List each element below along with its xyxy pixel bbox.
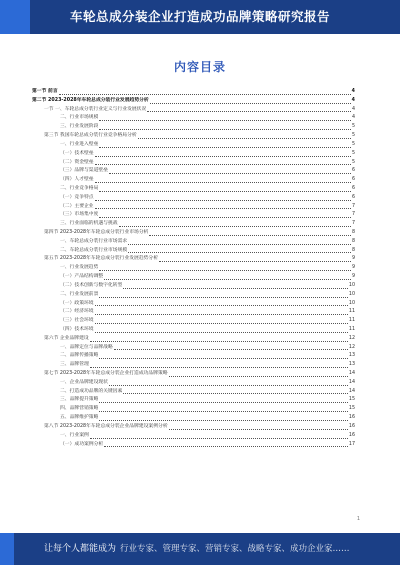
toc-leader-dots bbox=[99, 129, 351, 130]
toc-entry-label: （一）政策环境 bbox=[60, 300, 94, 306]
toc-entry-page: 4 bbox=[351, 89, 355, 94]
toc-leader-dots bbox=[99, 420, 348, 421]
toc-leader-dots bbox=[95, 182, 351, 183]
toc-entry-page: 8 bbox=[351, 230, 355, 235]
toc-entry-page: 6 bbox=[351, 177, 355, 183]
toc-entry-label: 一、行业案例 bbox=[60, 432, 89, 438]
toc-leader-dots bbox=[99, 191, 351, 192]
toc-entry[interactable] bbox=[32, 432, 355, 441]
toc-entry-label: （二）技术创新与数字化转型 bbox=[60, 282, 123, 288]
toc-entry[interactable] bbox=[32, 220, 355, 229]
toc-entry-page: 6 bbox=[351, 168, 355, 174]
toc-entry-page: 17 bbox=[348, 441, 355, 447]
footer-accent bbox=[0, 533, 14, 565]
toc-entry-label: 第三节 我国车轮总成分装行业竞争格局分析 bbox=[44, 133, 137, 139]
toc-entry[interactable] bbox=[32, 361, 355, 370]
toc-leader-dots bbox=[109, 385, 348, 386]
toc-entry[interactable] bbox=[32, 291, 355, 300]
toc-entry[interactable] bbox=[32, 370, 355, 379]
toc-entry-page: 4 bbox=[351, 106, 355, 112]
toc-entry[interactable] bbox=[32, 194, 355, 203]
toc-entry-label: （一）竞争特点 bbox=[60, 194, 94, 200]
toc-entry[interactable] bbox=[32, 379, 355, 388]
toc-entry[interactable] bbox=[32, 405, 355, 414]
toc-leader-dots bbox=[169, 376, 348, 377]
toc-leader-dots bbox=[95, 156, 351, 157]
toc-entry-label: （三）品牌与渠道壁垒 bbox=[60, 168, 108, 174]
toc-entry-label: 第一节 前言 bbox=[32, 89, 58, 94]
toc-leader-dots bbox=[147, 111, 351, 112]
toc-entry-page: 9 bbox=[351, 274, 355, 280]
toc-entry-page: 13 bbox=[348, 353, 355, 359]
toc-entry-label: 一、行业发展趋势 bbox=[60, 265, 99, 271]
toc-entry[interactable] bbox=[32, 352, 355, 361]
toc-entry-page: 15 bbox=[348, 397, 355, 403]
footer-slogan: 让每个人都能成为 bbox=[44, 544, 117, 554]
toc-entry-page: 12 bbox=[348, 335, 355, 341]
toc-entry-page: 16 bbox=[348, 415, 355, 421]
toc-entry-page: 6 bbox=[351, 194, 355, 200]
toc-entry-label: 第五节 2023-2028年车轮总成分装行业发展趋势分析 bbox=[44, 256, 159, 262]
toc-entry-label: 三、品牌管理 bbox=[60, 362, 89, 368]
toc-entry[interactable] bbox=[32, 203, 355, 212]
toc-entry-label: 第八节 2023-2028年车轮总成分装企业品牌建设案例分析 bbox=[44, 423, 168, 429]
toc-entry-page: 15 bbox=[348, 406, 355, 412]
toc-entry[interactable] bbox=[32, 255, 355, 264]
toc-entry[interactable] bbox=[32, 264, 355, 273]
toc-leader-dots bbox=[95, 323, 348, 324]
toc-entry[interactable] bbox=[32, 141, 355, 150]
toc-entry-label: （四）人才壁垒 bbox=[60, 177, 94, 183]
toc-leader-dots bbox=[104, 279, 351, 280]
toc-entry-page: 16 bbox=[348, 432, 355, 438]
toc-leader-dots bbox=[138, 138, 351, 139]
toc-entry[interactable] bbox=[32, 441, 355, 450]
toc-entry-label: 二、行业发展前景 bbox=[60, 291, 99, 297]
toc-entry-page: 11 bbox=[348, 318, 355, 324]
toc-entry-page: 7 bbox=[351, 203, 355, 209]
toc-entry-page: 4 bbox=[351, 115, 355, 121]
toc-leader-dots bbox=[99, 147, 351, 148]
toc-entry-label: （二）资金壁垒 bbox=[60, 159, 94, 165]
toc-entry-label: 三、行业发展阶段 bbox=[60, 124, 99, 130]
toc-entry-label: 第六节 企业品牌建设 bbox=[44, 335, 89, 341]
toc-entry[interactable] bbox=[32, 300, 355, 309]
toc-leader-dots bbox=[59, 94, 351, 95]
toc-leader-dots bbox=[90, 438, 348, 439]
toc-leader-dots bbox=[104, 446, 348, 447]
toc-leader-dots bbox=[109, 173, 351, 174]
toc-entry[interactable] bbox=[32, 132, 355, 141]
toc-leader-dots bbox=[119, 226, 351, 227]
toc-entry[interactable] bbox=[32, 247, 355, 256]
toc-entry[interactable] bbox=[32, 282, 355, 291]
toc-entry-page: 14 bbox=[348, 379, 355, 385]
toc-entry-page: 6 bbox=[351, 185, 355, 191]
toc-entry-label: （三）社会环境 bbox=[60, 318, 94, 324]
toc-leader-dots bbox=[99, 217, 351, 218]
toc-entry-label: 一节 一、车轮总成分装行业定义与行业发展状况 bbox=[44, 106, 147, 112]
toc-entry-page: 12 bbox=[348, 344, 355, 350]
toc-leader-dots bbox=[95, 164, 351, 165]
toc-leader-dots bbox=[95, 332, 348, 333]
toc-entry-page: 10 bbox=[348, 300, 355, 306]
toc-leader-dots bbox=[128, 252, 351, 253]
toc-entry[interactable] bbox=[32, 238, 355, 247]
toc-leader-dots bbox=[169, 429, 348, 430]
toc-entry-page: 11 bbox=[348, 326, 355, 332]
toc-entry-page: 4 bbox=[351, 97, 355, 103]
toc-entry[interactable] bbox=[32, 273, 355, 282]
toc-leader-dots bbox=[123, 288, 348, 289]
toc-entry-label: 二、行业竞争格局 bbox=[60, 185, 99, 191]
toc-entry[interactable] bbox=[32, 317, 355, 326]
toc-entry[interactable] bbox=[32, 106, 355, 115]
toc-entry-label: 二、行业市场规模 bbox=[60, 115, 99, 121]
toc-leader-dots bbox=[149, 235, 351, 236]
toc-entry-page: 10 bbox=[348, 282, 355, 288]
toc-leader-dots bbox=[114, 349, 348, 350]
toc-entry-label: 第四节 2023-2028年车轮总成分装行业市场分析 bbox=[44, 230, 149, 235]
toc-entry[interactable] bbox=[32, 335, 355, 344]
toc-entry-page: 9 bbox=[351, 256, 355, 262]
toc-leader-dots bbox=[99, 402, 348, 403]
toc-leader-dots bbox=[95, 208, 351, 209]
toc-entry[interactable] bbox=[32, 123, 355, 132]
toc-entry-page: 5 bbox=[351, 124, 355, 130]
toc-leader-dots bbox=[128, 244, 351, 245]
footer-tagline: 行业专家、管理专家、营销专家、战略专家、成功企业家…… bbox=[120, 544, 350, 554]
toc-entry-page: 10 bbox=[348, 291, 355, 297]
toc-entry-label: （二）经济环境 bbox=[60, 309, 94, 315]
toc-entry-page: 5 bbox=[351, 159, 355, 165]
page-number: 1 bbox=[356, 516, 360, 522]
toc-leader-dots bbox=[99, 358, 348, 359]
toc-leader-dots bbox=[99, 411, 348, 412]
toc-entry-label: 五、品牌维护策略 bbox=[60, 415, 99, 421]
toc-entry-label: 一、车轮总成分装行业市场需求 bbox=[60, 238, 128, 244]
toc-entry-label: 一、行业进入壁垒 bbox=[60, 141, 99, 147]
toc-entry-label: （一）成功案例分析 bbox=[60, 441, 104, 447]
toc-leader-dots bbox=[159, 261, 351, 262]
toc-entry-page: 5 bbox=[351, 133, 355, 139]
toc-entry-label: 三、品牌提升策略 bbox=[60, 397, 99, 403]
toc-entry[interactable] bbox=[32, 414, 355, 423]
toc-entry[interactable] bbox=[32, 229, 355, 238]
toc-entry-label: 三、行业面临的机遇与挑战 bbox=[60, 221, 118, 227]
toc-entry-page: 5 bbox=[351, 141, 355, 147]
toc-entry-page: 14 bbox=[348, 388, 355, 394]
toc-entry-label: 二、打造成功品牌的关键因素 bbox=[60, 388, 123, 394]
toc-entry-label: 第七节 2023-2028年车轮总成分装企业打造成功品牌策略 bbox=[44, 371, 168, 376]
report-title: 车轮总成分装企业打造成功品牌策略研究报告 bbox=[69, 9, 330, 24]
toc-leader-dots bbox=[99, 297, 348, 298]
toc-leader-dots bbox=[99, 270, 351, 271]
toc-entry-label: （一）技术壁垒 bbox=[60, 150, 94, 156]
toc-entry[interactable] bbox=[32, 308, 355, 317]
toc-leader-dots bbox=[95, 305, 348, 306]
toc-leader-dots bbox=[90, 367, 348, 368]
toc-entry-page: 8 bbox=[351, 238, 355, 244]
toc-entry-page: 9 bbox=[351, 265, 355, 271]
toc-entry[interactable] bbox=[32, 88, 355, 97]
toc-entry-label: 四、品牌营销策略 bbox=[60, 406, 99, 412]
toc-entry-page: 7 bbox=[351, 212, 355, 218]
toc-entry[interactable] bbox=[32, 97, 355, 106]
toc-entry[interactable] bbox=[32, 176, 355, 185]
toc-entry-label: （四）技术环境 bbox=[60, 326, 94, 332]
toc-entry[interactable] bbox=[32, 396, 355, 405]
toc-entry[interactable] bbox=[32, 423, 355, 432]
toc-entry[interactable] bbox=[32, 211, 355, 220]
toc-entry-page: 7 bbox=[351, 221, 355, 227]
toc-entry[interactable] bbox=[32, 159, 355, 168]
toc-entry-label: （一）产品结构调整 bbox=[60, 274, 104, 280]
toc-entry-label: （三）市场集中度 bbox=[60, 212, 99, 218]
toc-entry[interactable] bbox=[32, 167, 355, 176]
toc-leader-dots bbox=[90, 341, 348, 342]
toc-entry-label: （二）主要企业 bbox=[60, 203, 94, 209]
toc-entry-label: 一、品牌定位与品牌战略 bbox=[60, 344, 113, 350]
toc-entry-label: 第二节 2023-2028年车轮总成分装行业发展趋势分析 bbox=[32, 97, 149, 103]
toc-entry-page: 5 bbox=[351, 150, 355, 156]
toc-entry-label: 二、车轮总成分装行业市场规模 bbox=[60, 247, 128, 253]
toc-entry-page: 11 bbox=[348, 309, 355, 315]
toc-leader-dots bbox=[95, 200, 351, 201]
toc-leader-dots bbox=[123, 393, 348, 394]
toc-entry[interactable] bbox=[32, 326, 355, 335]
toc-leader-dots bbox=[95, 314, 348, 315]
toc-heading: 内容目录 bbox=[173, 60, 226, 74]
toc-entry[interactable] bbox=[32, 185, 355, 194]
toc-entry-page: 13 bbox=[348, 362, 355, 368]
toc-entry-page: 14 bbox=[348, 371, 355, 376]
toc-leader-dots bbox=[150, 103, 351, 104]
toc-leader-dots bbox=[99, 120, 351, 121]
toc-entry-label: 一、企业品牌建设现状 bbox=[60, 379, 108, 385]
toc-entry-page: 8 bbox=[351, 247, 355, 253]
toc-entry-label: 二、品牌传播策略 bbox=[60, 353, 99, 359]
toc-entry[interactable] bbox=[32, 344, 355, 353]
toc-entry[interactable] bbox=[32, 150, 355, 159]
toc-entry[interactable] bbox=[32, 388, 355, 397]
toc-entry[interactable] bbox=[32, 114, 355, 123]
toc-entry-page: 16 bbox=[348, 423, 355, 429]
table-of-contents bbox=[32, 88, 355, 449]
